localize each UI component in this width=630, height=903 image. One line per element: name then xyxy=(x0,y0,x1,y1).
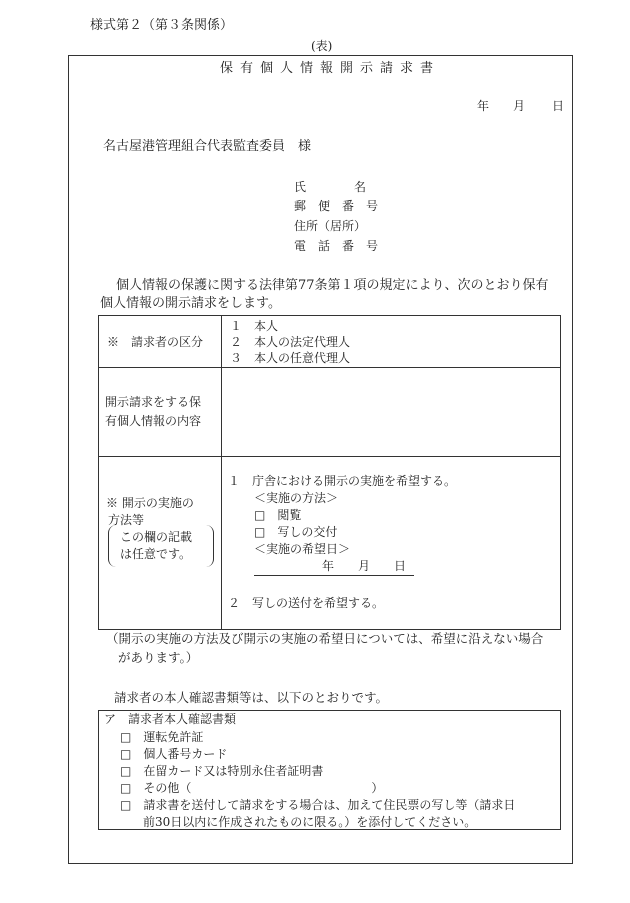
category-self: １ 本人 xyxy=(230,318,279,333)
applicant-postal-label: 郵 便 番 号 xyxy=(294,199,379,213)
intro-line-2: 個人情報の開示請求をします。 xyxy=(100,296,281,311)
method-date-label: ＜実施の希望日＞ xyxy=(254,542,351,556)
date-year: 年 xyxy=(477,99,490,113)
method-label-line-2: 方法等 xyxy=(108,513,145,527)
applicant-phone-label: 電 話 番 号 xyxy=(294,239,379,253)
applicant-address-label: 住所（居所） xyxy=(294,219,367,233)
id-doc-residence-card[interactable]: □ 在留カード又は特別永住者証明書 xyxy=(120,764,324,778)
note-line-1: （開示の実施の方法及び開示の実施の希望日については、希望に沿えない場合 xyxy=(106,631,544,646)
method-label-line-1: ※ 開示の実施の xyxy=(106,496,194,510)
method-view-checkbox[interactable]: □ 閲覧 xyxy=(254,508,302,522)
request-table xyxy=(98,315,561,630)
category-label: ※ 請求者の区分 xyxy=(107,335,204,349)
method-option-2: ２ 写しの送付を希望する。 xyxy=(228,596,385,610)
id-intro: 請求者の本人確認書類等は、以下のとおりです。 xyxy=(114,690,389,705)
category-options-cell xyxy=(222,316,561,368)
id-doc-license[interactable]: □ 運転免許証 xyxy=(120,730,204,744)
content-input-cell[interactable] xyxy=(222,368,561,457)
category-voluntary-rep: ３ 本人の任意代理人 xyxy=(230,350,351,365)
method-note-line-2: は任意です。 xyxy=(120,547,192,561)
id-doc-mail-line-1[interactable]: □ 請求書を送付して請求をする場合は、加えて住民票の写し等（請求日 xyxy=(120,798,516,812)
method-option-1: １ 庁舎における開示の実施を希望する。 xyxy=(228,474,457,488)
intro-line-1: 個人情報の保護に関する法律第77条第１項の規定により、次のとおり保有 xyxy=(116,278,549,293)
method-date[interactable]: 年 月 日 xyxy=(322,559,407,573)
category-label-cell xyxy=(99,316,222,368)
note-line-2: があります。） xyxy=(118,650,199,665)
form-title: 保有個人情報開示請求書 xyxy=(220,61,441,76)
content-label-line-2: 有個人情報の内容 xyxy=(105,414,202,428)
id-doc-mail-line-2: 前30日以内に作成されたものに限る。）を添付してください。 xyxy=(143,815,477,829)
side-label: (表) xyxy=(311,39,333,53)
id-doc-other[interactable]: □ その他（ ） xyxy=(120,781,384,795)
date-underline xyxy=(254,575,414,576)
method-copy-checkbox[interactable]: □ 写しの交付 xyxy=(254,525,338,539)
id-docs-heading: ア 請求者本人確認書類 xyxy=(104,712,237,726)
category-legal-rep: ２ 本人の法定代理人 xyxy=(230,334,351,349)
method-how-label: ＜実施の方法＞ xyxy=(254,491,339,505)
id-doc-mynumber[interactable]: □ 個人番号カード xyxy=(120,747,228,761)
date-day: 日 xyxy=(552,99,565,113)
content-label-cell xyxy=(99,368,222,457)
applicant-name-label: 氏 名 xyxy=(294,180,367,194)
addressee: 名古屋港管理組合代表監査委員 様 xyxy=(103,139,312,154)
content-label-line-1: 開示請求をする保 xyxy=(105,395,202,409)
method-note-line-1: この欄の記載 xyxy=(120,530,193,544)
date-month: 月 xyxy=(513,99,526,113)
form-number: 様式第２（第３条関係） xyxy=(90,18,234,33)
